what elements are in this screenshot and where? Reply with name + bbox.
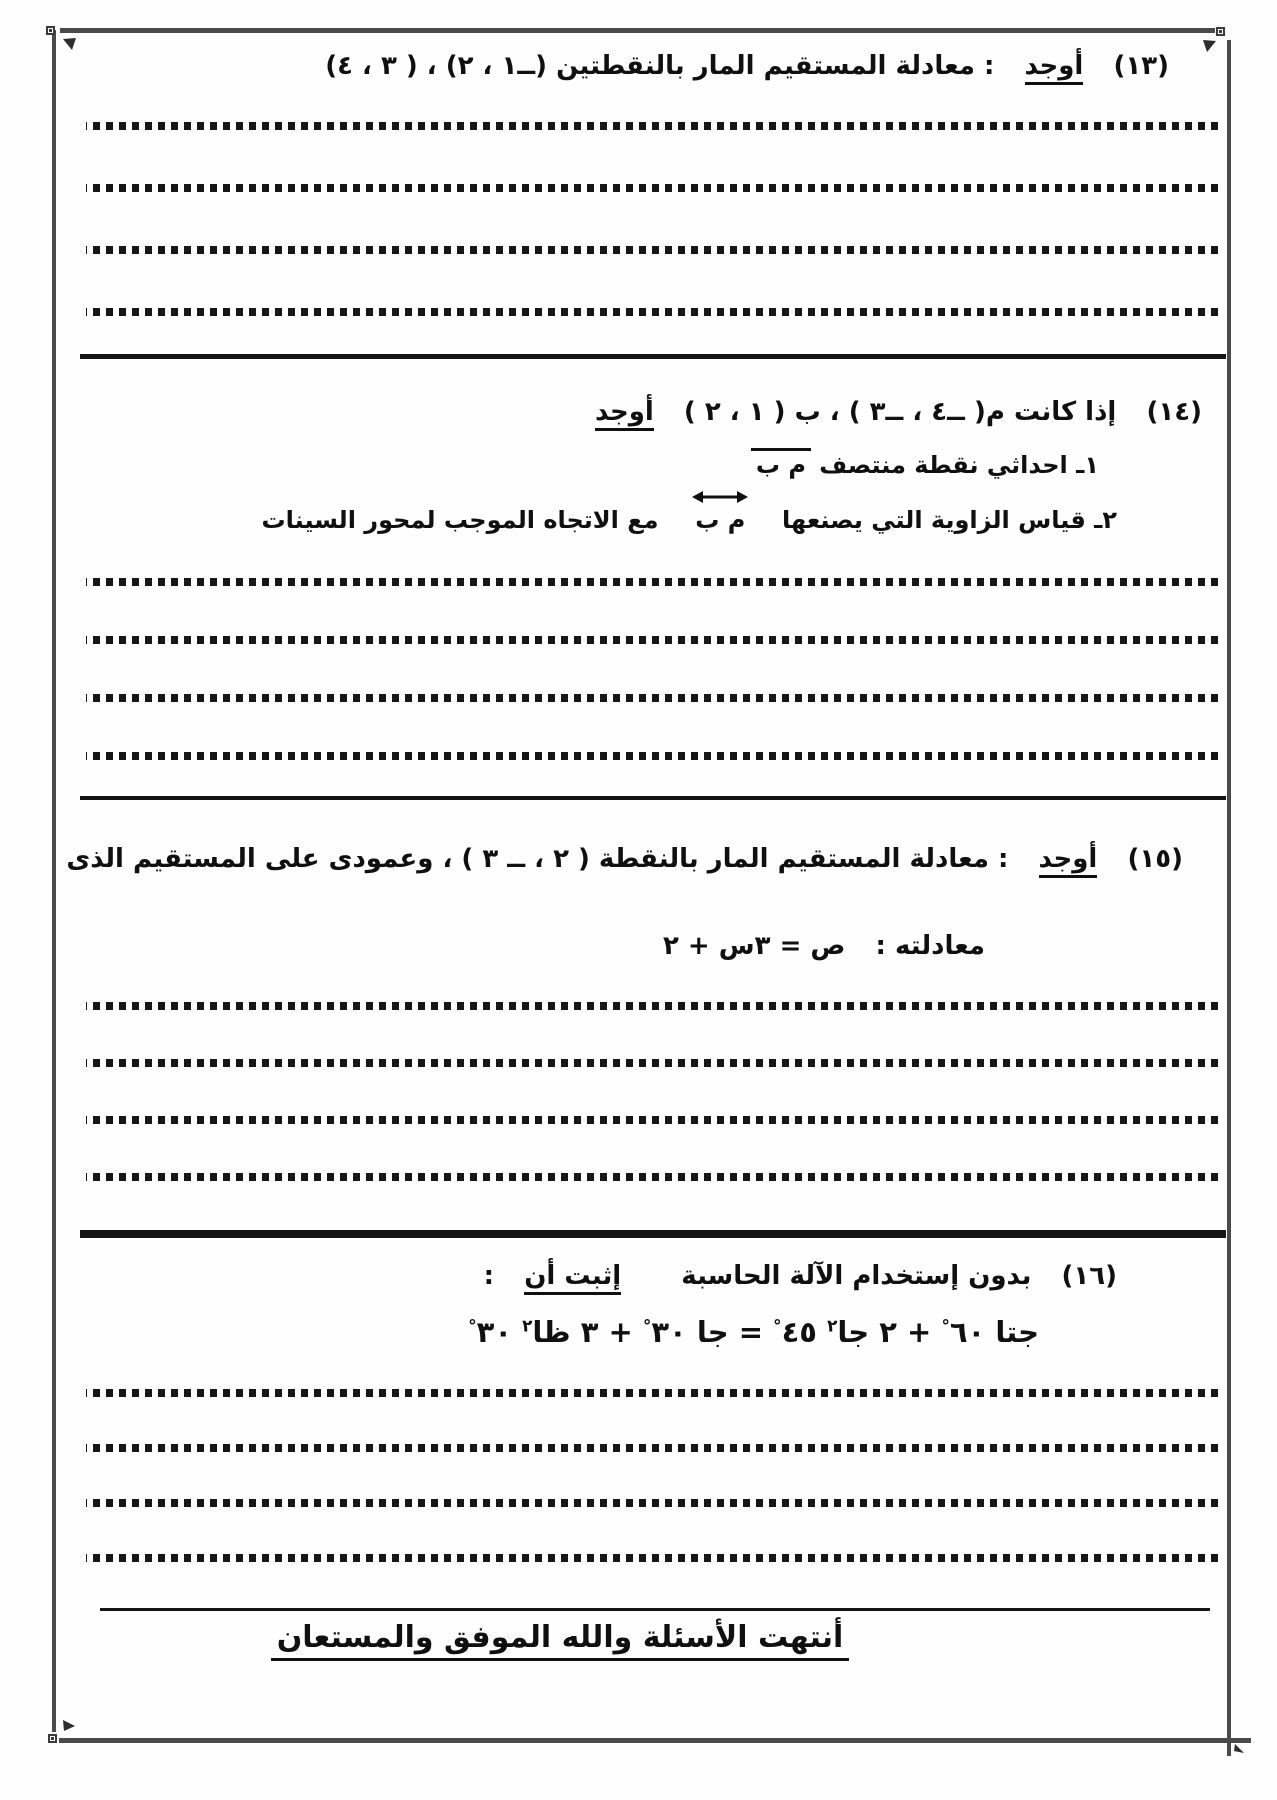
answer-line <box>86 1444 1218 1452</box>
corner-mark-square-top-left <box>46 26 55 35</box>
answer-line <box>86 122 1218 130</box>
corner-mark-square-bottom-left <box>48 1734 57 1743</box>
answer-line <box>86 1389 1218 1397</box>
corner-mark-triangle-top-left <box>62 37 77 51</box>
answer-line <box>86 694 1218 702</box>
degree-symbol: ° <box>468 1315 477 1336</box>
section-divider <box>80 354 1226 359</box>
question-16-number: (١٦) <box>1061 1261 1117 1291</box>
question-13-header <box>325 50 1169 83</box>
degree-symbol: ° <box>773 1315 782 1336</box>
section-divider-thick <box>80 1230 1226 1238</box>
answer-line <box>86 1002 1218 1010</box>
question-16-prove-keyword: إثبت أن <box>524 1261 621 1295</box>
frame-left-line <box>52 30 56 1732</box>
question-13-find-keyword: أوجد <box>1025 51 1084 85</box>
answer-line <box>86 636 1218 644</box>
answer-line <box>86 1554 1218 1562</box>
double-arrow-icon <box>692 490 748 504</box>
question-16-header <box>484 1260 1117 1293</box>
equation-value: ص = ٣س + ٢ <box>663 931 846 961</box>
line-notation-m-b: م ب <box>687 505 753 535</box>
answer-line <box>86 1059 1218 1067</box>
segment-notation-m-b: م ب <box>751 448 811 479</box>
question-15-body: : معادلة المستقيم المار بالنقطة ( ٢ ، ــ ٣ ) ، وعمودى على المستقيم الذى <box>66 844 1009 874</box>
question-16-colon: : <box>483 1261 495 1291</box>
answer-line <box>86 246 1218 254</box>
power-two: ٢ <box>827 1315 838 1336</box>
question-14-intro: إذا كانت م( ــ٤ ، ــ٣ ) ، ب ( ١ ، ٢ ) <box>683 397 1117 427</box>
degree-symbol: ° <box>941 1315 950 1336</box>
question-13-number: (١٣) <box>1113 51 1169 81</box>
power-two: ٢ <box>522 1315 533 1336</box>
corner-mark-triangle-top-right <box>1202 39 1217 53</box>
frame-bottom-line <box>59 1738 1251 1743</box>
answer-line <box>86 1116 1218 1124</box>
answer-line <box>86 578 1218 586</box>
question-14-number: (١٤) <box>1146 397 1202 427</box>
equation-label: معادلته : <box>875 931 985 961</box>
frame-right-line <box>1227 40 1231 1756</box>
answer-line <box>86 752 1218 760</box>
answer-line <box>86 308 1218 316</box>
answer-line <box>86 184 1218 192</box>
question-14-header <box>595 396 1202 429</box>
question-16-intro: بدون إستخدام الآلة الحاسبة <box>681 1261 1032 1291</box>
question-15-header <box>66 843 1183 876</box>
question-13-body: : معادلة المستقيم المار بالنقطتين (ــ١ ، ٢) ، ( ٣ ، ٤) <box>325 51 995 81</box>
answer-line <box>86 1173 1218 1181</box>
section-divider <box>100 1608 1210 1611</box>
question-15-find-keyword: أوجد <box>1039 844 1098 878</box>
question-14-item-1 <box>751 450 1099 480</box>
corner-mark-triangle-bottom-right <box>1233 1742 1246 1755</box>
section-divider <box>80 796 1226 800</box>
corner-mark-triangle-bottom-left <box>62 1717 77 1732</box>
corner-mark-square-top-right <box>1216 27 1225 36</box>
answer-line <box>86 1499 1218 1507</box>
question-15-number: (١٥) <box>1127 844 1183 874</box>
question-15-equation-line <box>663 930 985 963</box>
question-14-find-keyword: أوجد <box>595 397 654 431</box>
degree-symbol: ° <box>642 1315 652 1336</box>
item-2-suffix: مع الاتجاه الموجب لمحور السينات <box>261 506 659 534</box>
frame-top-line <box>60 28 1215 33</box>
question-16-formula: جتا ٦٠° + ٢ جا$^٢$ ٤٥° = جا ٣٠° + ٣ ظا$^٢$ ٣٠° <box>468 1315 1039 1349</box>
question-14-item-2 <box>262 505 1117 535</box>
end-of-questions-note: أنتهت الأسئلة والله الموفق والمستعان <box>130 1620 990 1655</box>
item-1-text: ١ـ احداثي نقطة منتصف <box>819 451 1099 479</box>
item-2-text: ٢ـ قياس الزاوية التي يصنعها <box>782 506 1117 534</box>
